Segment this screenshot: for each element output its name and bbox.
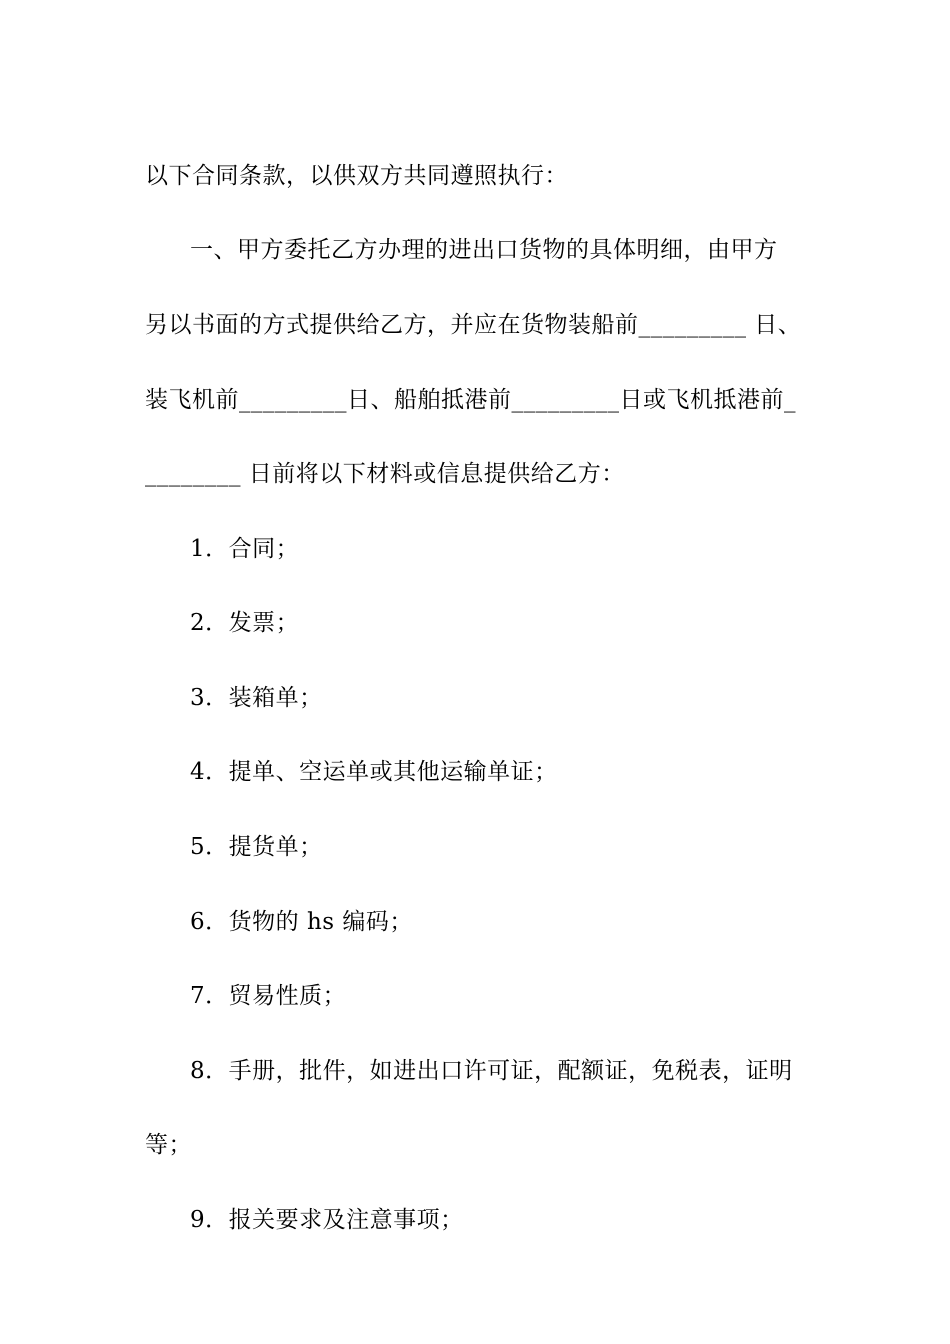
- list-item-invoice: 2．发票；: [190, 610, 300, 636]
- intro-line: 以下合同条款，以供双方共同遵照执行：: [145, 163, 568, 189]
- clause-one-line-4: ________ 日前将以下材料或信息提供给乙方：: [145, 461, 625, 487]
- list-item-permits-line-2: 等；: [145, 1132, 192, 1158]
- clause-one-line-1: 一、甲方委托乙方办理的进出口货物的具体明细，由甲方: [190, 237, 778, 263]
- list-item-customs-requirements: 9．报关要求及注意事项；: [190, 1207, 464, 1233]
- list-item-delivery-order: 5．提货单；: [190, 834, 323, 860]
- clause-one-line-2: 另以书面的方式提供给乙方，并应在货物装船前_________ 日、: [145, 312, 802, 338]
- list-item-hs-code: 6．货物的 hs 编码；: [190, 909, 413, 935]
- clause-one-line-3: 装飞机前_________日、船舶抵港前_________日或飞机抵港前_: [145, 387, 796, 413]
- list-item-trade-nature: 7．贸易性质；: [190, 983, 347, 1009]
- list-item-permits-line-1: 8．手册，批件，如进出口许可证，配额证，免税表，证明: [190, 1058, 793, 1084]
- list-item-bill-of-lading: 4．提单、空运单或其他运输单证；: [190, 759, 558, 785]
- list-item-contract: 1．合同；: [190, 536, 300, 562]
- list-item-packing-list: 3．装箱单；: [190, 685, 323, 711]
